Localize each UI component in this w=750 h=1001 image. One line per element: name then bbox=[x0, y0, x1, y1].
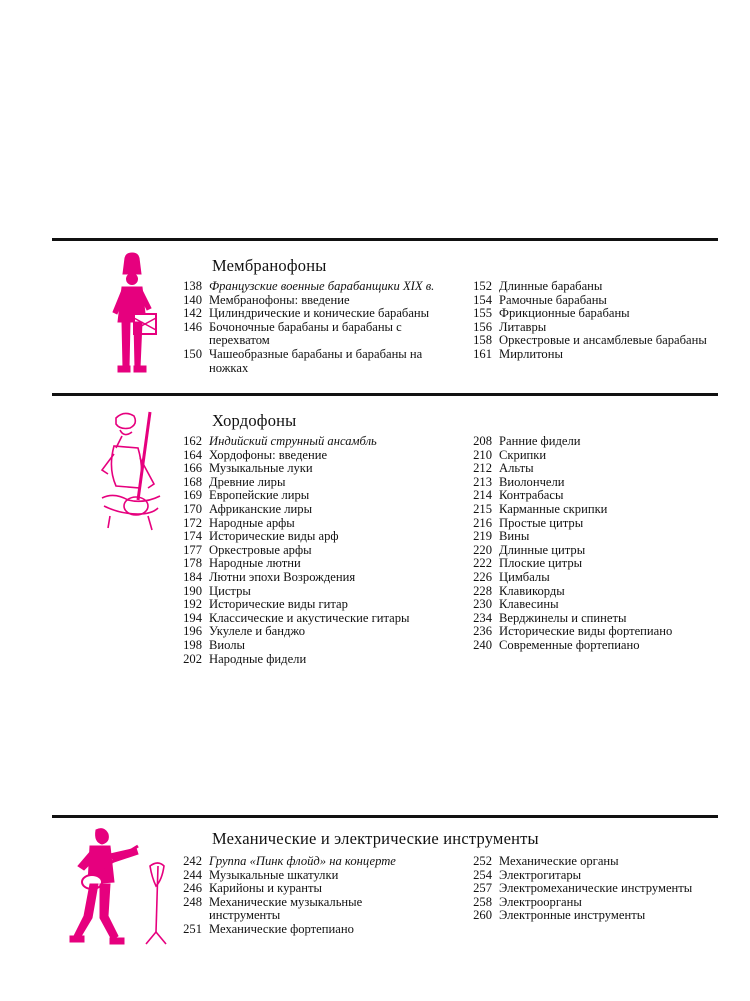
entry-title: Древние лиры bbox=[209, 474, 286, 489]
page-number: 248 bbox=[183, 894, 202, 909]
entry-title: Французские военные барабанщики XIX в. bbox=[209, 279, 435, 293]
page-number: 208 bbox=[473, 434, 492, 448]
page-number: 258 bbox=[473, 894, 492, 909]
entry-title: Вины bbox=[499, 529, 530, 544]
entry-title: Исторические виды гитар bbox=[209, 597, 348, 612]
page-number: 190 bbox=[183, 583, 202, 598]
section-title: Мембранофоны bbox=[212, 256, 327, 275]
page-number: 242 bbox=[183, 854, 202, 868]
entry-title: Народные арфы bbox=[209, 515, 295, 530]
entry-title: Классические и акустические гитары bbox=[209, 610, 410, 625]
page-number: 213 bbox=[473, 474, 492, 489]
toc-entry[interactable] bbox=[462, 544, 724, 558]
page-number: 158 bbox=[473, 333, 492, 348]
page-number: 178 bbox=[183, 556, 202, 571]
entry-title: Рамочные барабаны bbox=[499, 292, 607, 307]
page-number: 210 bbox=[473, 447, 492, 462]
toc-entry[interactable] bbox=[462, 449, 724, 463]
entry-title: Укулеле и банджо bbox=[209, 624, 306, 639]
toc-column-left bbox=[172, 280, 457, 375]
toc-entry[interactable] bbox=[462, 530, 724, 544]
toc-entry[interactable] bbox=[462, 517, 724, 531]
toc-entry[interactable] bbox=[172, 544, 457, 558]
entry-title: Электромеханические инструменты bbox=[499, 881, 693, 896]
page-number: 152 bbox=[473, 279, 492, 293]
section-rule bbox=[52, 238, 718, 241]
toc-entry[interactable] bbox=[172, 321, 457, 348]
toc-entry[interactable] bbox=[172, 923, 457, 937]
entry-title: Электроорганы bbox=[499, 894, 582, 909]
entry-title: Оркестровые арфы bbox=[209, 542, 312, 557]
toc-entry[interactable] bbox=[462, 639, 724, 653]
entry-title: Народные фидели bbox=[209, 651, 307, 666]
toc-entry[interactable] bbox=[462, 476, 724, 490]
entry-title: Чашеобразные барабаны и барабаны на ножках bbox=[209, 346, 423, 375]
page-number: 174 bbox=[183, 529, 202, 544]
page-number: 212 bbox=[473, 461, 492, 476]
entry-title: Мембранофоны: введение bbox=[209, 292, 350, 307]
entry-title: Альты bbox=[499, 461, 534, 476]
page-number: 216 bbox=[473, 515, 492, 530]
page-number: 234 bbox=[473, 610, 492, 625]
toc-entry[interactable] bbox=[172, 348, 457, 375]
page-number: 184 bbox=[183, 569, 202, 584]
page-number: 240 bbox=[473, 637, 492, 652]
toc-entry[interactable] bbox=[462, 294, 724, 308]
entry-title: Карийоны и куранты bbox=[209, 881, 322, 896]
page-number: 220 bbox=[473, 542, 492, 557]
page-number: 228 bbox=[473, 583, 492, 598]
page-number: 168 bbox=[183, 474, 202, 489]
entry-title: Цимбалы bbox=[499, 569, 550, 584]
page-number: 219 bbox=[473, 529, 492, 544]
page-number: 172 bbox=[183, 515, 202, 530]
toc-entry[interactable] bbox=[462, 571, 724, 585]
toc-column-left bbox=[172, 855, 457, 937]
toc-entry[interactable] bbox=[172, 503, 457, 517]
toc-entry[interactable] bbox=[172, 896, 457, 923]
entry-title: Исторические виды арф bbox=[209, 529, 339, 544]
section-rule bbox=[52, 815, 718, 818]
section-title: Механические и электрические инструменты bbox=[212, 829, 539, 848]
page-number: 162 bbox=[183, 434, 202, 448]
entry-title: Европейские лиры bbox=[209, 488, 310, 503]
page-number: 198 bbox=[183, 637, 202, 652]
toc-entry[interactable] bbox=[172, 476, 457, 490]
toc-entry[interactable] bbox=[172, 294, 457, 308]
entry-title: Верджинелы и спинеты bbox=[499, 610, 627, 625]
toc-column-right bbox=[462, 855, 749, 923]
toc-entry[interactable] bbox=[462, 855, 749, 869]
entry-title: Ранние фидели bbox=[499, 434, 581, 448]
entry-title: Цистры bbox=[209, 583, 251, 598]
entry-title: Фрикционные барабаны bbox=[499, 306, 630, 321]
page-number: 155 bbox=[473, 306, 492, 321]
toc-entry[interactable] bbox=[462, 334, 724, 348]
entry-title: Электрогитары bbox=[499, 867, 582, 882]
toc-entry[interactable] bbox=[172, 598, 457, 612]
page-number: 252 bbox=[473, 854, 492, 868]
page-number: 244 bbox=[183, 867, 202, 882]
toc-entry[interactable] bbox=[172, 639, 457, 653]
guitarist-figure-icon bbox=[66, 826, 170, 948]
entry-title: Музыкальные луки bbox=[209, 461, 313, 476]
toc-column-right bbox=[462, 280, 724, 362]
page-number: 140 bbox=[183, 292, 202, 307]
toc-entry[interactable] bbox=[462, 909, 749, 923]
toc-entry[interactable] bbox=[172, 435, 457, 449]
section-rule bbox=[52, 393, 718, 396]
toc-entry[interactable] bbox=[462, 462, 724, 476]
page-number: 222 bbox=[473, 556, 492, 571]
page-number: 164 bbox=[183, 447, 202, 462]
page-number: 150 bbox=[183, 346, 202, 361]
page-number: 161 bbox=[473, 346, 492, 361]
entry-title: Карманные скрипки bbox=[499, 501, 608, 516]
page-number: 177 bbox=[183, 542, 202, 557]
toc-entry[interactable] bbox=[462, 557, 724, 571]
entry-title: Контрабасы bbox=[499, 488, 564, 503]
page-number: 236 bbox=[473, 624, 492, 639]
page-number: 154 bbox=[473, 292, 492, 307]
entry-title: Африканские лиры bbox=[209, 501, 313, 516]
entry-title: Простые цитры bbox=[499, 515, 584, 530]
entry-title: Клавикорды bbox=[499, 583, 565, 598]
page-number: 251 bbox=[183, 921, 202, 936]
page-number: 254 bbox=[473, 867, 492, 882]
toc-entry[interactable] bbox=[172, 571, 457, 585]
toc-entry[interactable] bbox=[462, 489, 724, 503]
toc-column-right bbox=[462, 435, 724, 653]
entry-title: Виолы bbox=[209, 637, 246, 652]
toc-entry[interactable] bbox=[462, 896, 749, 910]
toc-entry[interactable] bbox=[172, 530, 457, 544]
entry-title: Механические фортепиано bbox=[209, 921, 354, 936]
entry-title: Музыкальные шкатулки bbox=[209, 867, 339, 882]
entry-title: Группа «Пинк флойд» на концерте bbox=[209, 854, 396, 868]
entry-title: Виолончели bbox=[499, 474, 565, 489]
toc-entry[interactable] bbox=[462, 625, 724, 639]
entry-title: Исторические виды фортепиано bbox=[499, 624, 673, 639]
toc-entry[interactable] bbox=[462, 503, 724, 517]
toc-entry[interactable] bbox=[462, 321, 724, 335]
toc-entry[interactable] bbox=[462, 869, 749, 883]
toc-entry[interactable] bbox=[462, 348, 724, 362]
toc-column-left bbox=[172, 435, 457, 666]
page-number: 202 bbox=[183, 651, 202, 666]
entry-title: Плоские цитры bbox=[499, 556, 583, 571]
toc-entry[interactable] bbox=[462, 585, 724, 599]
toc-entry[interactable] bbox=[172, 517, 457, 531]
toc-entry[interactable] bbox=[172, 869, 457, 883]
entry-title: Мирлитоны bbox=[499, 346, 563, 361]
entry-title: Механические органы bbox=[499, 854, 619, 868]
entry-title: Цилиндрические и конические барабаны bbox=[209, 306, 430, 321]
entry-title: Современные фортепиано bbox=[499, 637, 640, 652]
entry-title: Длинные барабаны bbox=[499, 279, 603, 293]
toc-entry[interactable] bbox=[462, 598, 724, 612]
toc-entry[interactable] bbox=[172, 855, 457, 869]
entry-title: Скрипки bbox=[499, 447, 547, 462]
page-number: 215 bbox=[473, 501, 492, 516]
page-number: 226 bbox=[473, 569, 492, 584]
entry-title: Оркестровые и ансамблевые барабаны bbox=[499, 333, 707, 348]
entry-title: Литавры bbox=[499, 319, 547, 334]
toc-entry[interactable] bbox=[172, 557, 457, 571]
toc-entry[interactable] bbox=[172, 489, 457, 503]
entry-title: Хордофоны: введение bbox=[209, 447, 328, 462]
toc-entry[interactable] bbox=[172, 653, 457, 667]
toc-entry[interactable] bbox=[172, 625, 457, 639]
page-number: 142 bbox=[183, 306, 202, 321]
page-number: 260 bbox=[473, 908, 492, 923]
page-number: 170 bbox=[183, 501, 202, 516]
sitar-player-figure-icon bbox=[94, 408, 166, 534]
page-number: 146 bbox=[183, 319, 202, 334]
entry-title: Механические музыкальные инструменты bbox=[209, 894, 363, 923]
section-title: Хордофоны bbox=[212, 411, 297, 430]
page-number: 138 bbox=[183, 279, 202, 293]
entry-title: Индийский струнный ансамбль bbox=[209, 434, 377, 448]
toc-entry[interactable] bbox=[172, 449, 457, 463]
entry-title: Лютни эпохи Возрождения bbox=[209, 569, 356, 584]
page-number: 166 bbox=[183, 461, 202, 476]
entry-title: Клавесины bbox=[499, 597, 559, 612]
drummer-figure-icon bbox=[108, 252, 164, 380]
page-number: 156 bbox=[473, 319, 492, 334]
toc-entry[interactable] bbox=[462, 882, 749, 896]
toc-entry[interactable] bbox=[172, 280, 457, 294]
toc-entry[interactable] bbox=[462, 612, 724, 626]
page-number: 194 bbox=[183, 610, 202, 625]
page-number: 196 bbox=[183, 624, 202, 639]
toc-entry[interactable] bbox=[172, 462, 457, 476]
page-number: 257 bbox=[473, 881, 492, 896]
entry-title: Электронные инструменты bbox=[499, 908, 646, 923]
toc-entry[interactable] bbox=[172, 882, 457, 896]
toc-entry[interactable] bbox=[462, 307, 724, 321]
page-number: 192 bbox=[183, 597, 202, 612]
toc-entry[interactable] bbox=[172, 585, 457, 599]
entry-title: Длинные цитры bbox=[499, 542, 586, 557]
toc-entry[interactable] bbox=[172, 307, 457, 321]
page-number: 230 bbox=[473, 597, 492, 612]
toc-entry[interactable] bbox=[172, 612, 457, 626]
entry-title: Бочоночные барабаны и барабаны с перехватом bbox=[209, 319, 402, 348]
page-number: 214 bbox=[473, 488, 492, 503]
toc-entry[interactable] bbox=[462, 280, 724, 294]
entry-title: Народные лютни bbox=[209, 556, 301, 571]
page-number: 169 bbox=[183, 488, 202, 503]
page-number: 246 bbox=[183, 881, 202, 896]
toc-entry[interactable] bbox=[462, 435, 724, 449]
